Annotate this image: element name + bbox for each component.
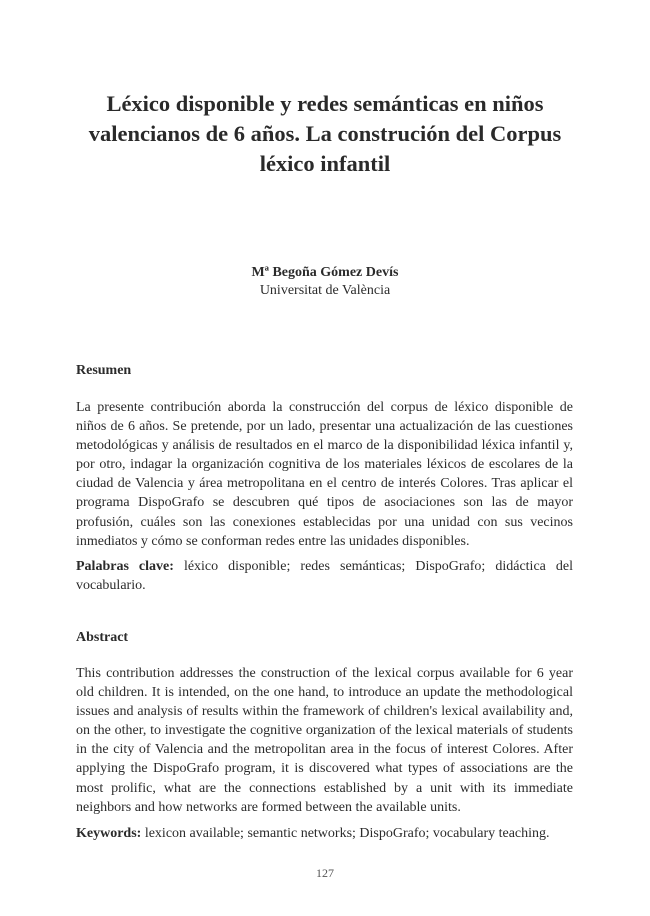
author-affiliation: Universitat de València (259, 283, 391, 298)
page-number: 127 (316, 866, 334, 880)
abstract-keywords (76, 824, 573, 843)
abstract-heading: Abstract (76, 630, 129, 645)
resumen-keywords-label: Palabras clave: (76, 559, 174, 574)
author-name: Mª Begoña Gómez Devís (251, 265, 399, 280)
abstract-body: This contribution addresses the construction of the lexical corpus available for 6 year old children. It is intended, on the one hand, to introduce an update the methodological issues and analysis of results within the framework of children's lexical availability and, on the other, to investigate the cognitive organization of the lexical materials of students in the city of Valencia and the metropolitan area in the focus of interest Colores. After applying the DispoGrafo program, it is discovered what types of associations are the most prolific, what are the connections established by a unit with its immediate neighbors and how networks are formed between the available units. (76, 666, 573, 815)
resumen-body: La presente contribución aborda la construcción del corpus de léxico disponible de niños de 6 años. Se pretende, por un lado, presentar una actualización de las cuestiones metodológicas y análisis de resultados en el marco de la disponibilidad léxica infantil y, por otro, indagar la organización cognitiva de los materiales léxicos de escolares de la ciudad de Valencia y área metropolitana en el centro de interés Colores. Tras aplicar el programa DispoGrafo se descubren qué tipos de asociaciones son las de mayor profusión, cuáles son las conexiones establecidas por una unidad con sus vecinos inmediatos y cómo se conforman redes entre las unidades disponibles. (76, 400, 573, 549)
abstract-keywords-label: Keywords: (76, 826, 142, 841)
resumen-heading: Resumen (76, 363, 132, 378)
resumen-keywords (76, 557, 573, 595)
abstract-keywords-text: lexicon available; semantic networks; DispoGrafo; vocabulary teaching. (144, 826, 550, 841)
article-title: Léxico disponible y redes semánticas en niños valencianos de 6 años. La construción del Corpus léxico infantil (88, 91, 562, 176)
resumen-keywords-text: léxico disponible; redes semánticas; DispoGrafo; didáctica del vocabulario. (76, 559, 574, 594)
author-block (0, 264, 650, 300)
